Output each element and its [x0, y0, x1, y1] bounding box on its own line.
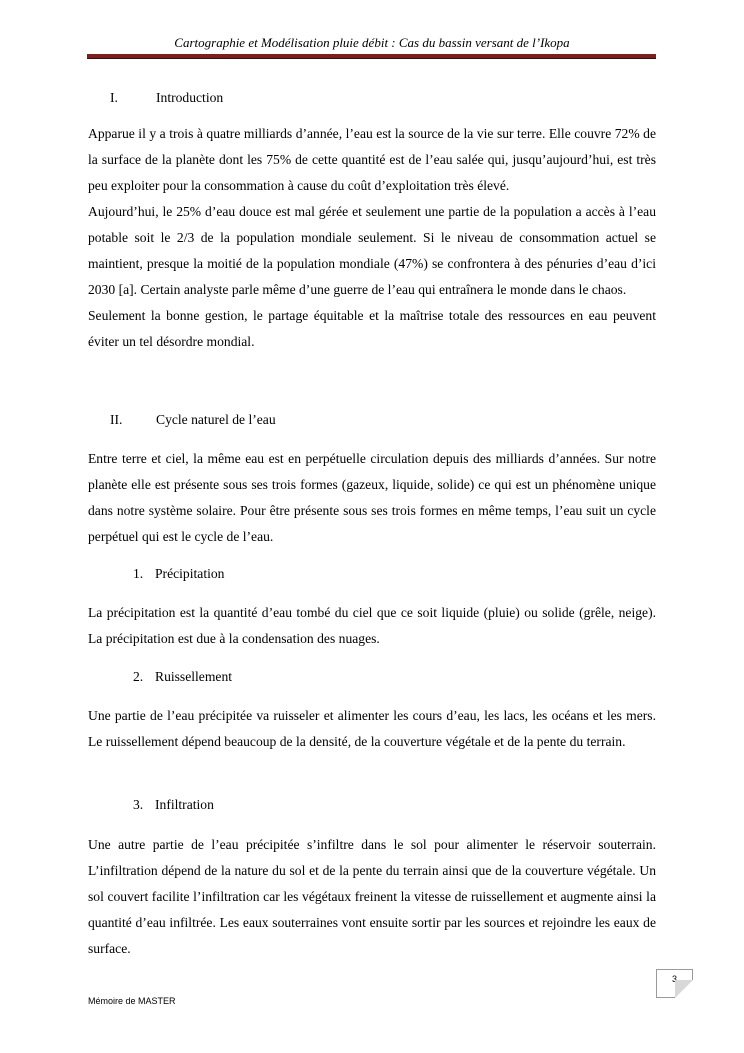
paragraph: Une autre partie de l’eau précipitée s’infiltre dans le sol pour alimenter le réservoir souterrain. L’infiltration dépend de la nature du sol et de la pente du terrain ainsi que de la couverture végétale. Un sol couvert facilite l’infiltration car les végétaux freinent la vitesse de ruissellement et augmente ainsi la quantité d’eau infiltrée. Les eaux souterraines vont ensuite sortir par les sources et rejoindre les eaux de surface.: [88, 837, 656, 956]
subsection-title: Précipitation: [155, 566, 225, 581]
precipitation-body: [88, 600, 656, 652]
paragraph: Une partie de l’eau précipitée va ruisseler et alimenter les cours d’eau, les lacs, les océans et les mers. Le ruissellement dépend beaucoup de la densité, de la couverture végétale et de la pente du terrain.: [88, 708, 656, 749]
cycle-body: [88, 446, 656, 550]
header-rule: [87, 54, 656, 59]
section-number: I.: [110, 90, 118, 105]
section-number: II.: [110, 412, 123, 427]
paragraph: Apparue il y a trois à quatre milliards d’année, l’eau est la source de la vie sur terre. Elle couvre 72% de la surface de la planète dont les 75% de cette quantité est de l’eau salée qui, jusqu’aujourd’hui, est très peu exploiter pour la consommation à cause du coût d’exploitation très élevé.: [88, 126, 656, 193]
subsection-number: 3.: [133, 797, 144, 812]
subsection-number: 2.: [133, 669, 144, 684]
section-title: Cycle naturel de l’eau: [156, 412, 276, 427]
infiltration-body: [88, 832, 656, 962]
subsection-title: Ruissellement: [155, 669, 233, 684]
footer-label: Mémoire de MASTER: [88, 996, 176, 1006]
paragraph: Aujourd’hui, le 25% d’eau douce est mal gérée et seulement une partie de la population a accès à l’eau potable soit le 2/3 de la population mondiale seulement. Si le niveau de consommation actuel se maintient, presque la moitié de la population mondiale (47%) se confrontera à des pénuries d’eau d’ici 2030 [a]. Certain analyste parle même d’une guerre de l’eau qui entraînera le monde dans le chaos.: [88, 204, 656, 297]
page-curl-icon: [675, 980, 693, 998]
subsection-title: Infiltration: [155, 797, 214, 812]
subsection-number: 1.: [133, 566, 144, 581]
running-header: Cartographie et Modélisation pluie débit : Cas du bassin versant de l’Ikopa: [174, 35, 570, 50]
paragraph: La précipitation est la quantité d’eau tombé du ciel que ce soit liquide (pluie) ou solide (grêle, neige). La précipitation est due à la condensation des nuages.: [88, 605, 656, 646]
paragraph: Entre terre et ciel, la même eau est en perpétuelle circulation depuis des milliards d’années. Sur notre planète elle est présente sous ses trois formes (gazeux, liquide, solide) ce qui est un phénomène unique dans notre système solaire. Pour être présente sous ses trois formes en même temps, l’eau suit un cycle perpétuel qui est le cycle de l’eau.: [88, 451, 656, 544]
introduction-body: [88, 121, 656, 355]
page-number-box: [656, 969, 693, 998]
ruissellement-body: [88, 703, 656, 755]
page-number: 3: [671, 974, 677, 984]
paragraph: Seulement la bonne gestion, le partage équitable et la maîtrise totale des ressources en eau peuvent éviter un tel désordre mondial.: [88, 308, 656, 349]
section-title: Introduction: [156, 90, 224, 105]
